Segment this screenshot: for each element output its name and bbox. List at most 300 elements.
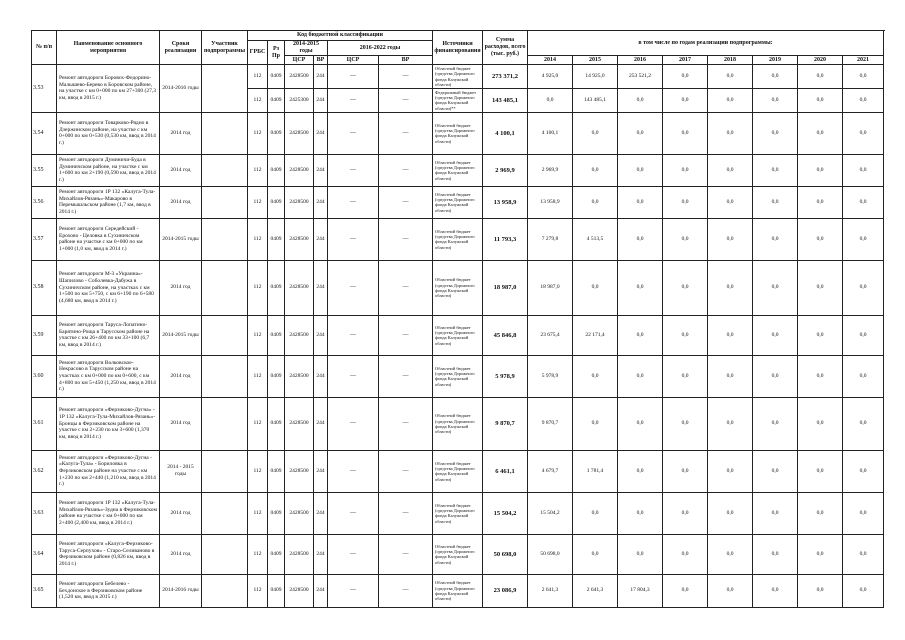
row-year-value: 0,0 [663, 534, 708, 574]
row-year-value: 15 504,2 [528, 492, 573, 534]
header-year: 2016 [618, 56, 663, 65]
table-row [32, 355, 884, 397]
row-year-value: 0,0 [843, 355, 884, 397]
row-vr: 244 [314, 450, 328, 492]
row-name: Ремонт автодороги Боровск-Федорино-Малышево-Берево в Боровском районе, на участке с км 0+000 по км 27+300 (27,3 км, ввод в 2015 г.) [57, 65, 160, 113]
row-source: Областной бюджет (средства Дорожного фонда Калужской области) [433, 492, 483, 534]
row-csr-2016: — [328, 186, 379, 218]
row-year-value: 14 925,0 [573, 65, 618, 89]
row-year-value: 0,0 [663, 574, 708, 607]
row-year-value: 0,0 [753, 154, 798, 186]
row-year-value: 0,0 [798, 315, 843, 355]
row-year-value: 0,0 [843, 397, 884, 450]
row-grbs: 112 [248, 186, 268, 218]
row-vr-2016: — [379, 65, 433, 89]
row-total: 18 987,0 [483, 260, 528, 315]
row-csr: 2428500 [285, 186, 314, 218]
row-rzpr: 0409 [268, 65, 285, 89]
row-rzpr: 0409 [268, 492, 285, 534]
row-year-value: 0,0 [753, 397, 798, 450]
row-participant [202, 574, 248, 607]
row-participant [202, 315, 248, 355]
row-grbs: 112 [248, 154, 268, 186]
table-row [32, 574, 884, 607]
header-source: Источники финансирования [433, 31, 483, 65]
row-source: Областной бюджет (средства Дорожного фонда Калужской области) [433, 260, 483, 315]
row-csr: 2428500 [285, 574, 314, 607]
row-year-value: 0,0 [573, 154, 618, 186]
row-term: 2014 год [160, 186, 202, 218]
row-participant [202, 355, 248, 397]
row-grbs: 112 [248, 89, 268, 113]
table-row [32, 260, 884, 315]
row-year-value: 0,0 [618, 450, 663, 492]
row-rzpr: 0409 [268, 260, 285, 315]
row-vr-2016: — [379, 450, 433, 492]
row-csr-2016: — [328, 154, 379, 186]
row-vr-2016: — [379, 574, 433, 607]
row-year-value: 0,0 [618, 260, 663, 315]
row-year-value: 0,0 [663, 355, 708, 397]
row-year-value: 17 804,3 [618, 574, 663, 607]
row-vr-2016: — [379, 112, 433, 154]
row-year-value: 0,0 [798, 89, 843, 113]
row-csr: 2428500 [285, 65, 314, 89]
row-grbs: 112 [248, 534, 268, 574]
row-vr: 244 [314, 154, 328, 186]
row-year-value: 0,0 [843, 112, 884, 154]
row-year-value: 0,0 [753, 65, 798, 89]
table-header [32, 31, 884, 65]
row-vr-2016: — [379, 154, 433, 186]
row-csr: 2428500 [285, 315, 314, 355]
row-participant [202, 65, 248, 113]
row-year-value: 0,0 [663, 260, 708, 315]
row-grbs: 112 [248, 315, 268, 355]
row-participant [202, 450, 248, 492]
row-source: Областной бюджет (средства Дорожного фонда Калужской области) [433, 397, 483, 450]
row-source: Областной бюджет (средства Дорожного фонда Калужской области) [433, 534, 483, 574]
row-year-value: 0,0 [843, 315, 884, 355]
header-participant: Участник подпрограммы [202, 31, 248, 65]
row-term: 2014 год [160, 534, 202, 574]
header-year: 2020 [798, 56, 843, 65]
row-term: 2014 год [160, 492, 202, 534]
budget-table [31, 30, 884, 608]
row-csr: 2428500 [285, 260, 314, 315]
row-csr: 2425300 [285, 89, 314, 113]
row-year-value: 0,0 [618, 89, 663, 113]
row-year-value: 2 969,9 [528, 154, 573, 186]
row-rzpr: 0409 [268, 112, 285, 154]
header-num: № п/п [32, 31, 57, 65]
row-number: 3.57 [32, 218, 57, 260]
row-vr-2016: — [379, 89, 433, 113]
row-number: 3.61 [32, 397, 57, 450]
row-year-value: 0,0 [843, 218, 884, 260]
row-year-value: 0,0 [663, 450, 708, 492]
row-year-value: 143 485,1 [573, 89, 618, 113]
row-total: 23 086,9 [483, 574, 528, 607]
row-csr: 2428500 [285, 355, 314, 397]
row-source: Областной бюджет (средства Дорожного фонда Калужской области) [433, 218, 483, 260]
header-sum: Сумма расходов, всего (тыс. руб.) [483, 31, 528, 65]
row-year-value: 0,0 [618, 154, 663, 186]
row-total: 2 969,9 [483, 154, 528, 186]
row-year-value: 0,0 [618, 218, 663, 260]
row-total: 143 485,1 [483, 89, 528, 113]
row-participant [202, 218, 248, 260]
row-name: Ремонт автодороги «Ферзиково-Дугна - «Калуга-Тула» - Бориловка в Ферзиковском районе на участке с км 1+230 по км 2+440 (1,210 км, ввод в 2014 г.) [57, 450, 160, 492]
row-total: 273 371,2 [483, 65, 528, 89]
row-year-value: 0,0 [708, 450, 753, 492]
row-year-value: 0,0 [753, 218, 798, 260]
row-year-value: 0,0 [663, 218, 708, 260]
row-name: Ремонт автодороги М-3 «Украина»-Шапилово - Соболевка-Дабужа в Сухиничском районе, на участках с км 1+500 по км 5+750, с км 6+190 по 6+580 (4,680 км, ввод в 2014 г.) [57, 260, 160, 315]
row-year-value: 0,0 [573, 260, 618, 315]
row-year-value: 13 958,9 [528, 186, 573, 218]
header-name: Наименование основного мероприятия [57, 31, 160, 65]
row-year-value: 0,0 [798, 112, 843, 154]
row-participant [202, 112, 248, 154]
row-grbs: 112 [248, 492, 268, 534]
row-rzpr: 0409 [268, 218, 285, 260]
row-year-value: 0,0 [573, 355, 618, 397]
table-row [32, 218, 884, 260]
row-term: 2014 год [160, 355, 202, 397]
row-year-value: 0,0 [618, 492, 663, 534]
row-year-value: 7 279,8 [528, 218, 573, 260]
row-participant [202, 534, 248, 574]
row-vr-2016: — [379, 397, 433, 450]
row-year-value: 0,0 [798, 534, 843, 574]
row-number: 3.59 [32, 315, 57, 355]
header-byyears: в том числе по годам реализации подпрограммы: [528, 31, 884, 56]
row-vr-2016: — [379, 534, 433, 574]
header-2014-2015: 2014-2015 годы [285, 41, 328, 56]
row-term: 2014-2015 годы [160, 315, 202, 355]
row-year-value: 1 781,4 [573, 450, 618, 492]
row-term: 2014 год [160, 260, 202, 315]
row-year-value: 0,0 [708, 112, 753, 154]
row-year-value: 0,0 [618, 397, 663, 450]
row-rzpr: 0409 [268, 186, 285, 218]
row-name: Ремонт автодороги Товарково-Рядно в Дзержинском районе, на участке с км 0+000 по км 0+530 (0,530 км, ввод в 2014 г.) [57, 112, 160, 154]
row-grbs: 112 [248, 260, 268, 315]
row-year-value: 4 513,5 [573, 218, 618, 260]
header-year: 2017 [663, 56, 708, 65]
row-total: 9 870,7 [483, 397, 528, 450]
row-csr-2016: — [328, 534, 379, 574]
row-csr-2016: — [328, 315, 379, 355]
row-name: Ремонт автодороги «Калуга-Ферзиково-Таруса-Серпухов» - Старо-Селиваново в Ферзиковском районе (0,826 км, ввод в 2014 г.) [57, 534, 160, 574]
row-year-value: 0,0 [843, 534, 884, 574]
header-vr: ВР [314, 56, 328, 65]
row-source: Областной бюджет (средства Дорожного фонда Калужской области) [433, 65, 483, 89]
row-csr: 2428500 [285, 450, 314, 492]
header-csr: ЦСР [285, 56, 314, 65]
row-year-value: 0,0 [708, 355, 753, 397]
row-name: Ремонт автодороги Думиничи-Буда в Думиничском районе, на участке с км 1+600 по км 2+190 (0,590 км, ввод в 2014 г.) [57, 154, 160, 186]
header-year: 2018 [708, 56, 753, 65]
row-year-value: 0,0 [663, 315, 708, 355]
row-year-value: 0,0 [708, 534, 753, 574]
row-year-value: 0,0 [663, 112, 708, 154]
row-vr-2016: — [379, 186, 433, 218]
row-vr-2016: — [379, 218, 433, 260]
row-year-value: 0,0 [798, 218, 843, 260]
row-grbs: 112 [248, 355, 268, 397]
row-number: 3.63 [32, 492, 57, 534]
row-year-value: 0,0 [663, 89, 708, 113]
row-year-value: 0,0 [843, 450, 884, 492]
row-csr: 2428500 [285, 154, 314, 186]
row-year-value: 4 925,0 [528, 65, 573, 89]
row-year-value: 0,0 [843, 574, 884, 607]
row-year-value: 0,0 [843, 186, 884, 218]
row-grbs: 112 [248, 397, 268, 450]
row-term: 2014-2016 годы [160, 65, 202, 113]
row-csr-2016: — [328, 89, 379, 113]
row-total: 13 958,9 [483, 186, 528, 218]
row-year-value: 0,0 [843, 65, 884, 89]
row-year-value: 0,0 [618, 186, 663, 218]
header-year: 2021 [843, 56, 884, 65]
row-year-value: 0,0 [843, 154, 884, 186]
row-year-value: 0,0 [753, 89, 798, 113]
row-year-value: 2 641,3 [528, 574, 573, 607]
row-year-value: 0,0 [798, 65, 843, 89]
row-total: 4 100,1 [483, 112, 528, 154]
row-source: Областной бюджет (средства Дорожного фонда Калужской области) [433, 450, 483, 492]
row-vr-2016: — [379, 260, 433, 315]
row-vr-2016: — [379, 492, 433, 534]
row-year-value: 0,0 [843, 260, 884, 315]
header-rzpr: Рз Пр [268, 41, 285, 65]
row-total: 50 698,0 [483, 534, 528, 574]
row-csr: 2428500 [285, 397, 314, 450]
row-csr-2016: — [328, 397, 379, 450]
row-year-value: 18 987,0 [528, 260, 573, 315]
row-vr-2016: — [379, 315, 433, 355]
row-total: 11 793,3 [483, 218, 528, 260]
row-source: Федеральный бюджет (средства Дорожного фонда Калужской области)** [433, 89, 483, 113]
row-name: Ремонт автодороги «Ферзиково-Дугна» - 1Р 132 «Калуга-Тула-Михайлов-Рязань»-Бронцы в Ферзиковском районе на участке с км 2+230 по км 3+600 (1,370 км, ввод в 2014 г.) [57, 397, 160, 450]
row-year-value: 5 978,9 [528, 355, 573, 397]
row-rzpr: 0409 [268, 355, 285, 397]
row-name: Ремонт автодороги Середейский - Ерохово - Целовка в Сухиничском районе на участке с км 0+000 по км 1+000 (1,0 км, ввод в 2014 г.) [57, 218, 160, 260]
row-year-value: 0,0 [573, 397, 618, 450]
table-row [32, 112, 884, 154]
row-year-value: 0,0 [573, 534, 618, 574]
row-rzpr: 0409 [268, 574, 285, 607]
row-year-value: 0,0 [798, 574, 843, 607]
row-year-value: 0,0 [753, 112, 798, 154]
row-number: 3.55 [32, 154, 57, 186]
row-source: Областной бюджет (средства Дорожного фонда Калужской области) [433, 112, 483, 154]
row-name: Ремонт автодороги Таруса-Лопатино-Барятино-Роща в Тарусском районе на участке с км 26+400 по км 33+100 (6,7 км, ввод в 2014 г.) [57, 315, 160, 355]
row-name: Ремонт автодороги 1Р 132 «Калуга-Тула-Михайлов-Рязань»-Зудна в Ферзиковском районе на участке с км 0+000 по км 2+400 (2,400 км, ввод в 2014 г.) [57, 492, 160, 534]
row-year-value: 0,0 [663, 186, 708, 218]
row-rzpr: 0409 [268, 450, 285, 492]
row-year-value: 23 675,4 [528, 315, 573, 355]
row-number: 3.54 [32, 112, 57, 154]
row-csr-2016: — [328, 492, 379, 534]
row-csr-2016: — [328, 355, 379, 397]
row-term: 2014 - 2015 годы [160, 450, 202, 492]
row-year-value: 0,0 [753, 260, 798, 315]
header-csr-2: ЦСР [328, 56, 379, 65]
table-row [32, 492, 884, 534]
row-csr-2016: — [328, 260, 379, 315]
row-year-value: 4 100,1 [528, 112, 573, 154]
row-year-value: 0,0 [798, 397, 843, 450]
row-participant [202, 186, 248, 218]
row-vr: 244 [314, 260, 328, 315]
row-year-value: 0,0 [798, 492, 843, 534]
row-grbs: 112 [248, 112, 268, 154]
header-year: 2015 [573, 56, 618, 65]
row-year-value: 0,0 [753, 355, 798, 397]
row-rzpr: 0409 [268, 89, 285, 113]
row-year-value: 0,0 [798, 450, 843, 492]
table-row [32, 65, 884, 89]
row-csr: 2428500 [285, 492, 314, 534]
row-csr-2016: — [328, 450, 379, 492]
row-source: Областной бюджет (средства Дорожного фонда Калужской области) [433, 186, 483, 218]
row-year-value: 0,0 [708, 218, 753, 260]
row-source: Областной бюджет (средства Дорожного фонда Калужской области) [433, 574, 483, 607]
row-year-value: 0,0 [753, 450, 798, 492]
table-row [32, 450, 884, 492]
row-year-value: 4 679,7 [528, 450, 573, 492]
row-year-value: 0,0 [708, 154, 753, 186]
row-participant [202, 397, 248, 450]
row-vr: 244 [314, 186, 328, 218]
row-year-value: 0,0 [618, 355, 663, 397]
header-2016-2022: 2016-2022 годы [328, 41, 433, 56]
row-term: 2014-2016 годы [160, 574, 202, 607]
row-csr: 2428500 [285, 218, 314, 260]
row-year-value: 0,0 [663, 397, 708, 450]
table-row [32, 315, 884, 355]
row-total: 6 461,1 [483, 450, 528, 492]
row-year-value: 9 870,7 [528, 397, 573, 450]
row-total: 45 846,8 [483, 315, 528, 355]
row-grbs: 112 [248, 450, 268, 492]
row-vr: 244 [314, 218, 328, 260]
row-year-value: 0,0 [573, 492, 618, 534]
row-year-value: 0,0 [708, 260, 753, 315]
row-csr-2016: — [328, 218, 379, 260]
row-grbs: 112 [248, 574, 268, 607]
row-vr: 244 [314, 112, 328, 154]
table-row [32, 186, 884, 218]
row-rzpr: 0409 [268, 534, 285, 574]
row-term: 2014 год [160, 154, 202, 186]
row-total: 15 504,2 [483, 492, 528, 534]
row-year-value: 22 171,4 [573, 315, 618, 355]
row-total: 5 978,9 [483, 355, 528, 397]
row-year-value: 0,0 [663, 65, 708, 89]
row-participant [202, 154, 248, 186]
row-number: 3.60 [32, 355, 57, 397]
row-source: Областной бюджет (средства Дорожного фонда Калужской области) [433, 355, 483, 397]
row-year-value: 0,0 [708, 315, 753, 355]
row-year-value: 0,0 [618, 112, 663, 154]
row-csr-2016: — [328, 112, 379, 154]
row-rzpr: 0409 [268, 397, 285, 450]
row-vr: 244 [314, 492, 328, 534]
row-vr: 244 [314, 65, 328, 89]
row-csr: 2428500 [285, 112, 314, 154]
row-year-value: 0,0 [753, 534, 798, 574]
row-year-value: 0,0 [708, 186, 753, 218]
row-year-value: 0,0 [798, 260, 843, 315]
row-year-value: 0,0 [528, 89, 573, 113]
row-term: 2014 год [160, 397, 202, 450]
row-year-value: 0,0 [708, 574, 753, 607]
row-year-value: 50 698,0 [528, 534, 573, 574]
row-grbs: 112 [248, 65, 268, 89]
row-year-value: 0,0 [708, 89, 753, 113]
row-vr-2016: — [379, 355, 433, 397]
table-row [32, 534, 884, 574]
row-year-value: 0,0 [708, 492, 753, 534]
row-csr: 2428500 [285, 534, 314, 574]
row-number: 3.64 [32, 534, 57, 574]
row-number: 3.65 [32, 574, 57, 607]
row-year-value: 0,0 [663, 154, 708, 186]
row-year-value: 0,0 [843, 89, 884, 113]
header-grbs: ГРБС [248, 41, 268, 65]
row-year-value: 0,0 [798, 154, 843, 186]
row-year-value: 0,0 [618, 315, 663, 355]
row-vr: 244 [314, 574, 328, 607]
row-year-value: 0,0 [708, 65, 753, 89]
row-year-value: 0,0 [753, 574, 798, 607]
table-row [32, 154, 884, 186]
header-year: 2014 [528, 56, 573, 65]
row-vr: 244 [314, 355, 328, 397]
row-year-value: 0,0 [753, 186, 798, 218]
row-year-value: 0,0 [573, 186, 618, 218]
row-term: 2014-2015 годы [160, 218, 202, 260]
row-csr-2016: — [328, 574, 379, 607]
row-number: 3.56 [32, 186, 57, 218]
row-name: Ремонт автодороги Бебелево - Бехдонское в Ферзиковском районе (1,520 км, ввод в 2015 г.) [57, 574, 160, 607]
row-term: 2014 год [160, 112, 202, 154]
row-year-value: 0,0 [618, 534, 663, 574]
table-body [32, 65, 884, 608]
row-year-value: 2 641,3 [573, 574, 618, 607]
row-year-value: 0,0 [843, 492, 884, 534]
table-row [32, 397, 884, 450]
row-grbs: 112 [248, 218, 268, 260]
row-participant [202, 492, 248, 534]
row-year-value: 0,0 [753, 315, 798, 355]
row-vr: 244 [314, 89, 328, 113]
row-vr: 244 [314, 397, 328, 450]
row-number: 3.62 [32, 450, 57, 492]
row-source: Областной бюджет (средства Дорожного фонда Калужской области) [433, 154, 483, 186]
row-year-value: 0,0 [663, 492, 708, 534]
header-year: 2019 [753, 56, 798, 65]
row-year-value: 253 521,2 [618, 65, 663, 89]
row-csr-2016: — [328, 65, 379, 89]
row-source: Областной бюджет (средства Дорожного фонда Калужской области) [433, 315, 483, 355]
row-rzpr: 0409 [268, 315, 285, 355]
